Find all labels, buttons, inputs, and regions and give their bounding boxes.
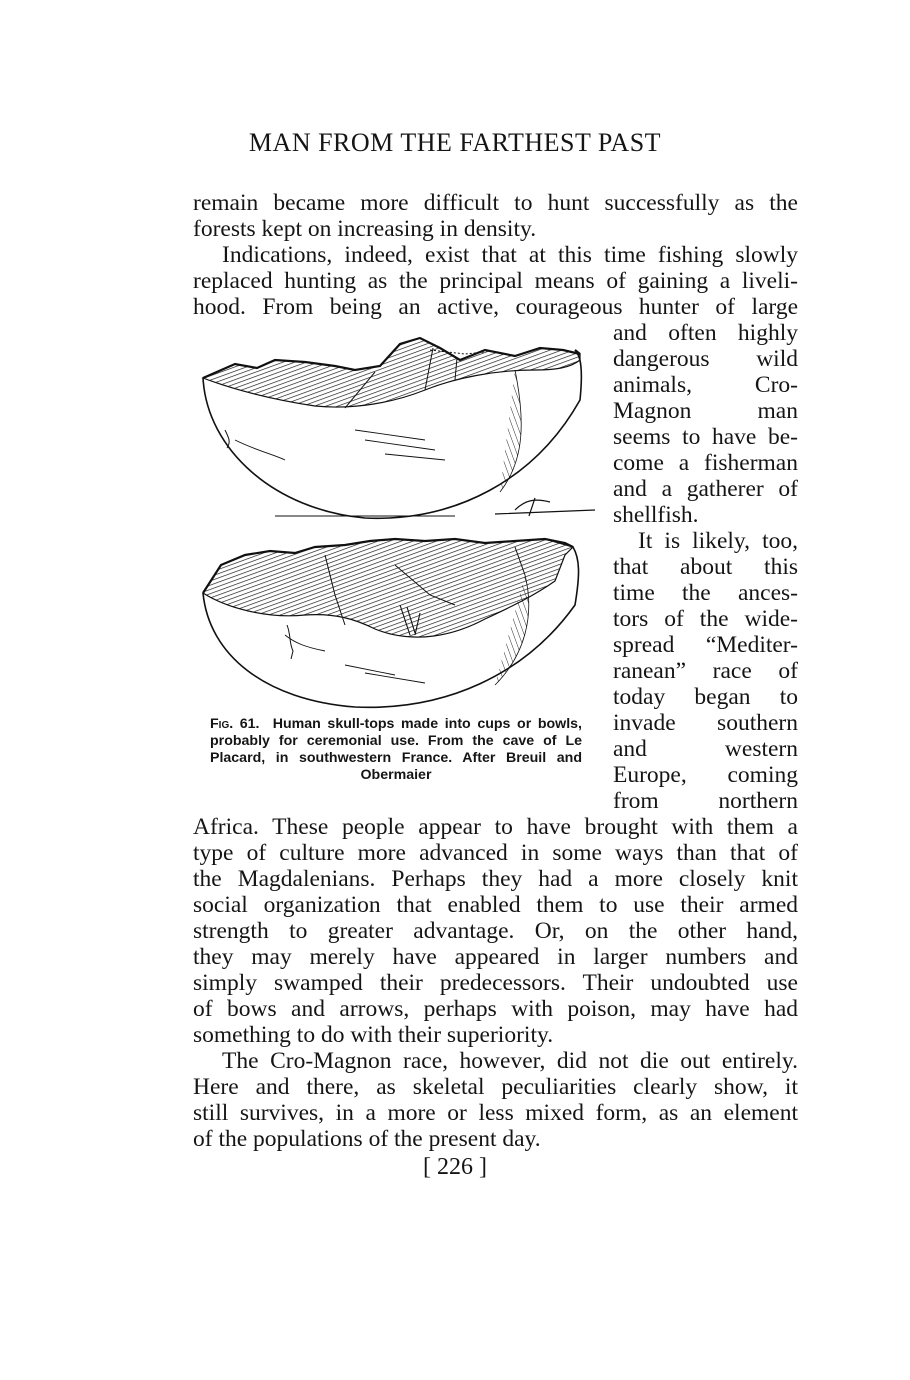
text-line: animals, Cro-	[613, 372, 798, 398]
text-line: today began to	[613, 684, 798, 710]
text-line: ranean” race of	[613, 658, 798, 684]
caption-line: Fig. 61. Human skull-tops made into cups or bowls,	[210, 716, 582, 732]
text-line: forests kept on increasing in density.	[193, 216, 537, 242]
running-head: MAN FROM THE FARTHEST PAST	[248, 128, 662, 157]
page-number: [ 226 ]	[423, 1154, 487, 1180]
text-line: they may merely have appeared in larger numbers and	[193, 944, 798, 970]
text-line: strength to greater advantage. Or, on the other hand,	[193, 918, 798, 944]
text-line: Here and there, as skeletal peculiarities clearly show, it	[193, 1074, 798, 1100]
text-line: and a gatherer of	[613, 476, 798, 502]
text-line: social organization that enabled them to use their armed	[193, 892, 798, 918]
text-line: the Magdalenians. Perhaps they had a more closely knit	[193, 866, 798, 892]
text-line: and western	[613, 736, 798, 762]
text-line: type of culture more advanced in some ways than that of	[193, 840, 798, 866]
lower-skull-bowl	[203, 539, 579, 707]
text-line: from northern	[613, 788, 798, 814]
text-line: Africa. These people appear to have brought with them a	[193, 814, 798, 840]
text-line: hood. From being an active, courageous hunter of large	[193, 294, 798, 320]
text-line: simply swamped their predecessors. Their undoubted use	[193, 970, 798, 996]
text-line: of the populations of the present day.	[193, 1126, 541, 1152]
text-line: dangerous wild	[613, 346, 798, 372]
text-line: invade southern	[613, 710, 798, 736]
text-line: remain became more difficult to hunt successfully as the	[193, 190, 798, 216]
text-line: tors of the wide-	[613, 606, 798, 632]
caption-line: Placard, in southwestern France. After Breuil and	[210, 750, 582, 766]
caption-line: Obermaier	[360, 767, 432, 783]
text-line: It is likely, too,	[638, 528, 798, 554]
caption-line: probably for ceremonial use. From the cave of Le	[210, 733, 582, 749]
text-line: something to do with their superiority.	[193, 1022, 554, 1048]
text-line: time the ances-	[613, 580, 798, 606]
text-line: spread “Mediter-	[613, 632, 798, 658]
text-line: and often highly	[613, 320, 798, 346]
text-line: still survives, in a more or less mixed form, as an element	[193, 1100, 798, 1126]
text-line: replaced hunting as the principal means of gaining a liveli-	[193, 268, 798, 294]
figure-caption	[210, 716, 582, 784]
text-line: Indications, indeed, exist that at this time fishing slowly	[222, 242, 798, 268]
text-line: seems to have be-	[613, 424, 798, 450]
text-line: The Cro-Magnon race, however, did not die out entirely.	[222, 1048, 798, 1074]
text-line: Europe, coming	[613, 762, 798, 788]
text-line: that about this	[613, 554, 798, 580]
upper-skull-bowl	[203, 338, 595, 518]
text-line: shellfish.	[613, 502, 699, 528]
skull-bowls-illustration	[195, 330, 595, 710]
text-line: Magnon man	[613, 398, 798, 424]
figure-label: Fig. 61.	[210, 716, 260, 732]
text-line: come a fisherman	[613, 450, 798, 476]
text-line: of bows and arrows, perhaps with poison, may have had	[193, 996, 798, 1022]
